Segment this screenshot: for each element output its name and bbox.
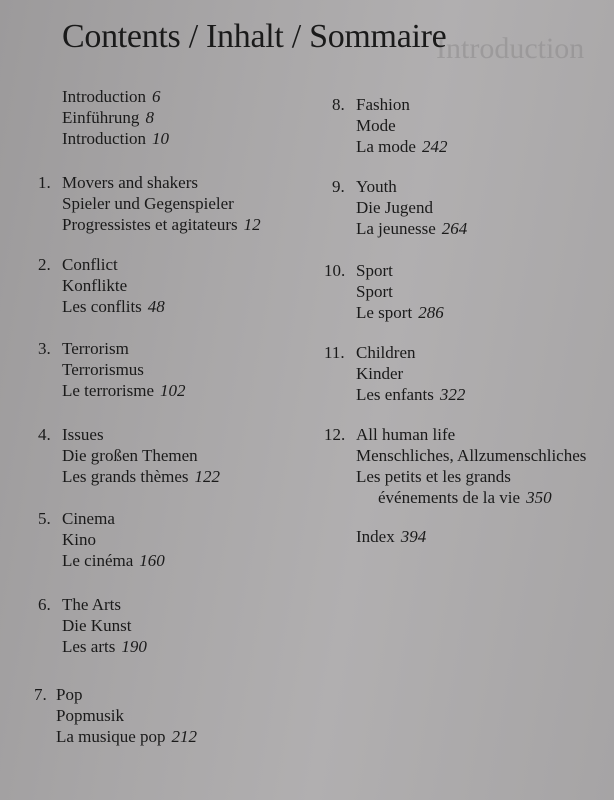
page-number: 10 — [152, 129, 170, 148]
page-number: 8 — [145, 108, 154, 127]
chapter-title-de: Die Kunst — [62, 616, 132, 635]
chapter-title-de: Mode — [356, 116, 396, 135]
chapter-title-fr-text: Le terrorisme — [62, 381, 155, 400]
chapter-title-fr — [62, 214, 261, 235]
page-number: 394 — [400, 527, 427, 546]
chapter-number: 8. — [332, 95, 345, 114]
entry-label: Einführung — [62, 108, 140, 127]
chapter-number: 9. — [332, 177, 345, 196]
chapter-number: 6. — [38, 595, 51, 614]
chapter-number: 12. — [324, 425, 346, 444]
chapter-number: 5. — [38, 509, 51, 528]
entry-label: Introduction — [62, 129, 147, 148]
chapter-title-fr-text: La musique pop — [56, 727, 166, 746]
chapter-title-fr — [56, 726, 197, 747]
chapter-title-de: Die Jugend — [356, 198, 433, 217]
chapter-title-fr — [356, 136, 447, 157]
chapter-title-en: The Arts — [62, 595, 122, 614]
chapter-title-fr-text: événements de la vie — [378, 488, 521, 507]
chapter-title-de: Menschliches, Allzumenschliches — [356, 446, 587, 465]
chapter-title-en: All human life — [356, 425, 456, 444]
chapter-title-fr-text: Le cinéma — [62, 551, 134, 570]
chapter-title-de: Popmusik — [56, 706, 125, 725]
chapter-title-de: Kino — [62, 530, 96, 549]
chapter-title-de: Terrorismus — [62, 360, 144, 379]
chapter-number: 11. — [324, 343, 345, 362]
chapter-title-de: Sport — [356, 282, 393, 301]
chapter-title-fr — [356, 218, 467, 239]
chapter-title-de: Kinder — [356, 364, 404, 383]
intro-entry-en — [62, 86, 169, 107]
chapter-number: 10. — [324, 261, 346, 280]
chapter-title-fr-text: Les grands thèmes — [62, 467, 189, 486]
chapter-title-fr — [62, 296, 165, 317]
chapter-title-fr-cont — [356, 487, 586, 508]
chapter-title-fr — [356, 302, 444, 323]
chapter-number: 1. — [38, 173, 51, 192]
chapter-title-fr-text: Les enfants — [356, 385, 434, 404]
page-number: 6 — [152, 87, 161, 106]
chapter-title-fr — [62, 550, 165, 571]
chapter-title-fr-text: La mode — [356, 137, 416, 156]
chapter-title-fr: Les petits et les grands — [356, 467, 511, 486]
intro-entry-de — [62, 107, 169, 128]
page-number: 286 — [418, 303, 444, 322]
page-number: 102 — [160, 381, 186, 400]
page-number: 122 — [194, 467, 221, 486]
intro-entry-fr — [62, 128, 169, 149]
chapter-title-de: Die großen Themen — [62, 446, 198, 465]
page-number: 160 — [139, 551, 165, 570]
chapter-title-en: Youth — [356, 177, 397, 196]
chapter-number: 7. — [34, 685, 47, 704]
index-entry — [356, 526, 426, 547]
index-label: Index — [356, 527, 395, 546]
chapter-title-en: Issues — [62, 425, 104, 444]
chapter-title-en: Terrorism — [62, 339, 129, 358]
page-number: 322 — [439, 385, 466, 404]
chapter-title-fr-text: La jeunesse — [356, 219, 436, 238]
chapter-title-en: Sport — [356, 261, 393, 280]
chapter-title-fr-text: Les conflits — [62, 297, 142, 316]
chapter-title-en: Conflict — [62, 255, 118, 274]
chapter-title-en: Pop — [56, 685, 83, 704]
chapter-title-fr — [62, 380, 186, 401]
chapter-number: 3. — [38, 339, 51, 358]
chapter-title-fr — [62, 636, 147, 657]
chapter-title-en: Cinema — [62, 509, 115, 528]
bleed-through-heading: Introduction — [436, 32, 585, 65]
intro-list — [62, 86, 169, 149]
chapter-title-fr-text: Les arts — [62, 637, 116, 656]
page-number: 12 — [243, 215, 261, 234]
chapter-title-de: Konflikte — [62, 276, 128, 295]
entry-label: Introduction — [62, 87, 147, 106]
chapter-title-fr-text: Progressistes et agitateurs — [62, 215, 238, 234]
page-number: 242 — [421, 137, 448, 156]
chapter-title-fr-text: Le sport — [356, 303, 413, 322]
chapter-title-en: Children — [356, 343, 416, 362]
chapter-title-de: Spieler und Gegenspieler — [62, 194, 234, 213]
chapter-title-fr — [356, 384, 465, 405]
chapter-title-fr — [62, 466, 220, 487]
page-number: 48 — [147, 297, 165, 316]
chapter-number: 4. — [38, 425, 51, 444]
page-number: 190 — [121, 637, 147, 656]
chapter-title-en: Fashion — [356, 95, 410, 114]
page-number: 212 — [171, 727, 198, 746]
chapter-number: 2. — [38, 255, 51, 274]
chapter-title-en: Movers and shakers — [62, 173, 198, 192]
page-number: 264 — [441, 219, 468, 238]
page-title: Contents / Inhalt / Sommaire — [62, 18, 447, 55]
page-number: 350 — [526, 488, 552, 507]
